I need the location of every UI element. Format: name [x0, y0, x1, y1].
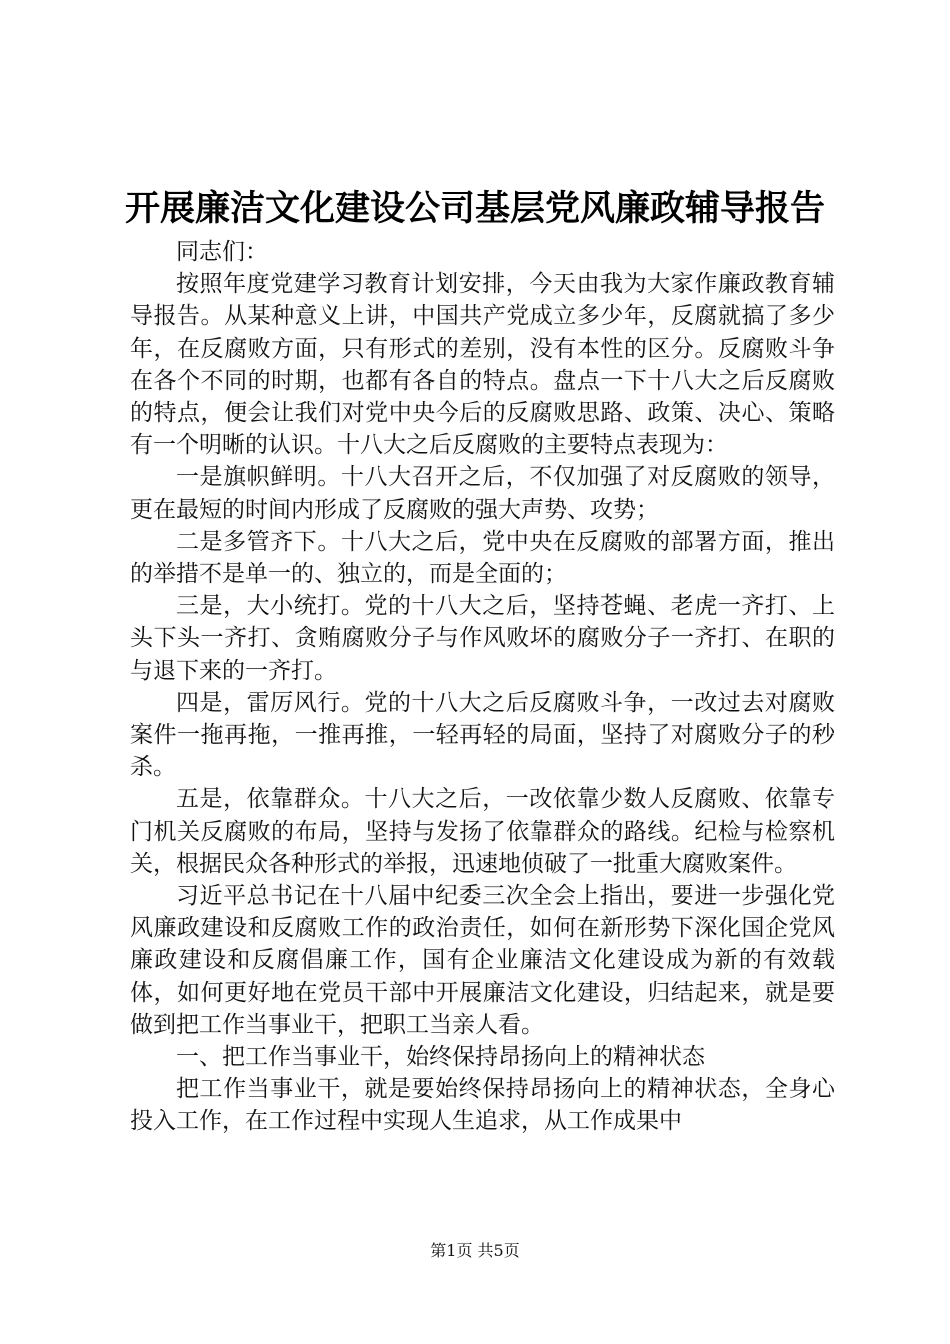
section-heading-1: 一、把工作当事业干，始终保持昂扬向上的精神状态	[176, 1044, 705, 1071]
paragraph-point-5: 五是，依靠群众。十八大之后，一改依靠少数人反腐败、依靠专门机关反腐败的布局，坚持与发扬了依靠群众的路线。纪检与检察机关，根据民众各种形式的举报，迅速地侦破了一批重大腐败案件。	[130, 786, 835, 877]
paragraph-point-2: 二是多管齐下。十八大之后，党中央在反腐败的部署方面，推出的举措不是单一的、独立的，而是全面的；	[130, 528, 835, 588]
paragraph-point-1: 一是旗帜鲜明。十八大召开之后，不仅加强了对反腐败的领导，更在最短的时间内形成了反腐败的强大声势、攻势；	[130, 464, 835, 523]
paragraph-intro: 按照年度党建学习教育计划安排，今天由我为大家作廉政教育辅导报告。从某种意义上讲，中国共产党成立多少年，反腐就搞了多少年，在反腐败方面，只有形式的差别，没有本性的区分。反腐败斗争在各个不同的时期，也都有各自的特点。盘点一下十八大之后反腐败的特点，便会让我们对党中央今后的反腐败思路、政策、决心、策略有一个明晰的认识。十八大之后反腐败的主要特点表现为：	[130, 271, 835, 459]
paragraph-point-4: 四是，雷厉风行。党的十八大之后反腐败斗争，一改过去对腐败案件一拖再拖，一推再推，一轻再轻的局面，坚持了对腐败分子的秒杀。	[130, 689, 835, 781]
page-number: 第1页 共5页	[430, 1241, 520, 1260]
document-body	[130, 236, 835, 1138]
page-footer	[0, 1241, 950, 1261]
paragraph-section-1: 把工作当事业干，就是要始终保持昂扬向上的精神状态，全身心投入工作，在工作过程中实现人生追求，从工作成果中	[130, 1076, 835, 1135]
paragraph-point-3: 三是，大小统打。党的十八大之后，坚持苍蝇、老虎一齐打、上头下头一齐打、贪贿腐败分子与作风败坏的腐败分子一齐打、在职的与退下来的一齐打。	[130, 593, 835, 684]
salutation: 同志们：	[176, 239, 268, 265]
document-title: 开展廉洁文化建设公司基层党风廉政辅导报告	[124, 188, 825, 229]
paragraph-xi-quote: 习近平总书记在十八届中纪委三次全会上指出，要进一步强化党风廉政建设和反腐败工作的政治责任，如何在新形势下深化国企党风廉政建设和反腐倡廉工作，国有企业廉洁文化建设成为新的有效载体，如何更好地在党员干部中开展廉洁文化建设，归结起来，就是要做到把工作当事业干，把职工当亲人看。	[130, 883, 835, 1038]
